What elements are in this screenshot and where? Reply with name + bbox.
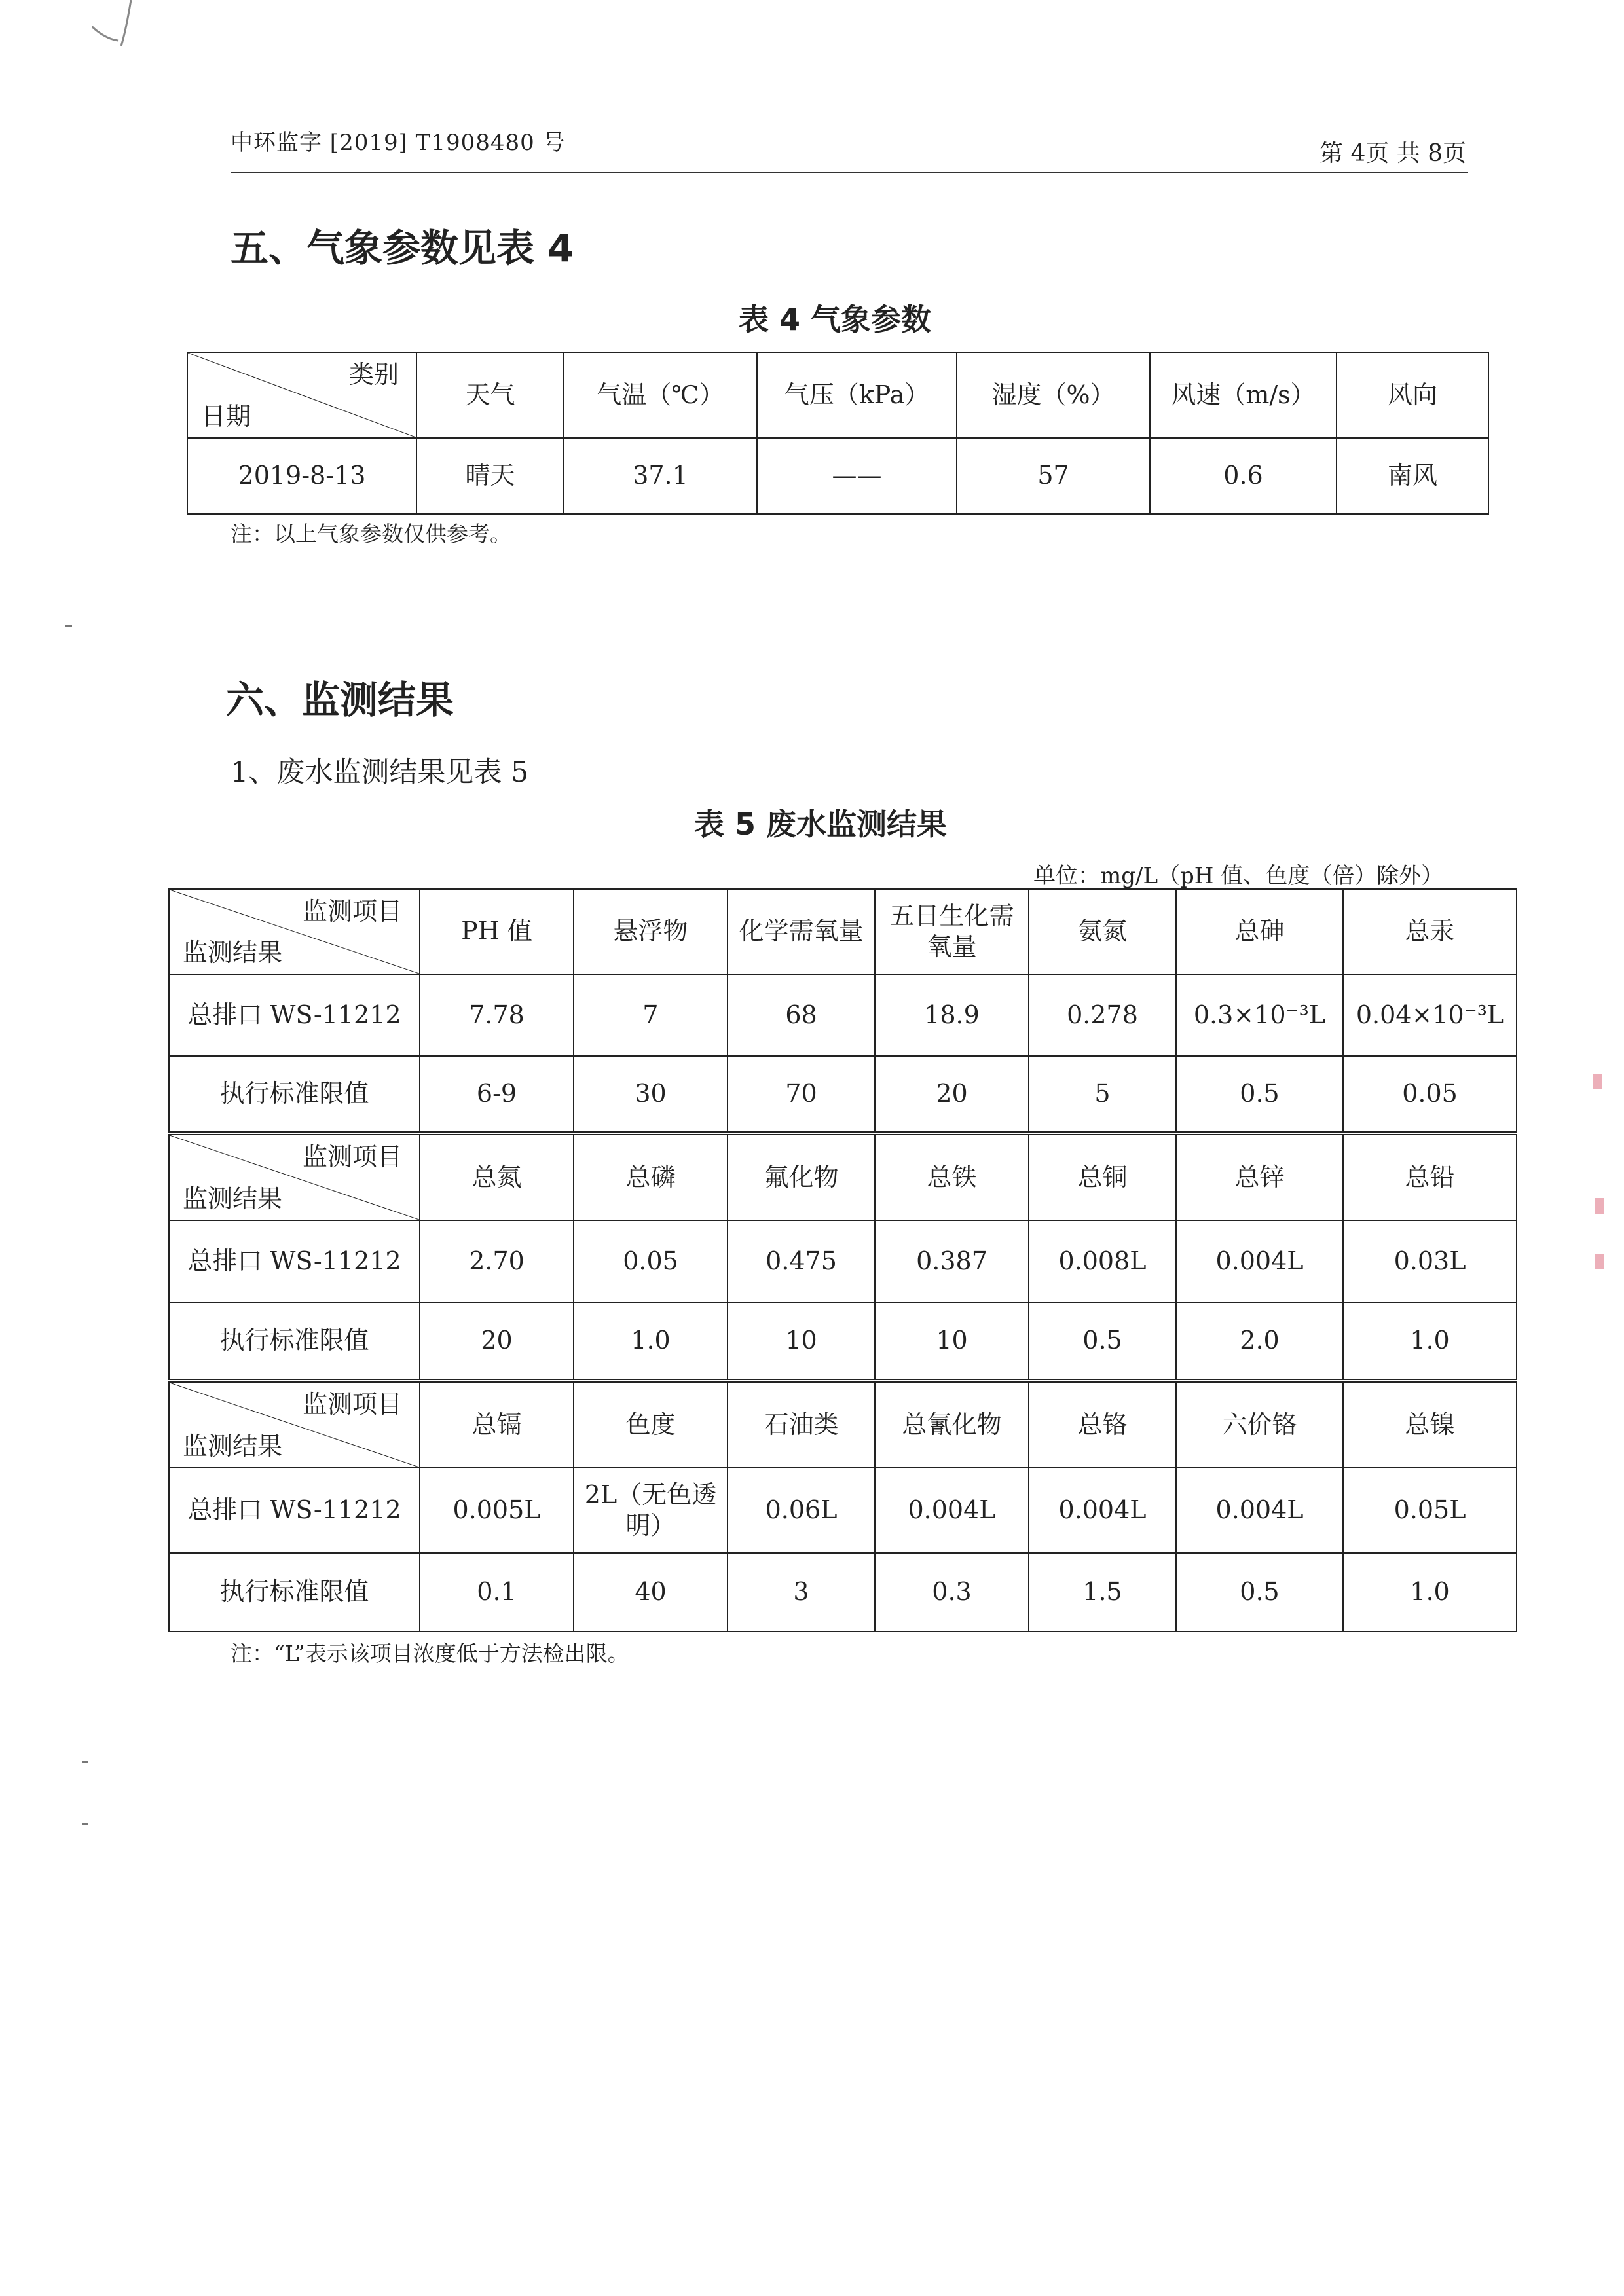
limit-row [169,1553,1517,1631]
table-cell: 1.0 [1343,1302,1517,1381]
diag-bottom-label: 日期 [201,401,251,431]
table-cell: 7.78 [420,974,574,1056]
item-name: 五日生化需氧量 [875,889,1029,974]
diag-bottom-label: 监测结果 [183,1184,283,1213]
table4-caption: 表 4 气象参数 [739,302,932,337]
item-name: 总铜 [1029,1133,1176,1220]
column-header: 湿度（%） [957,352,1150,438]
item-name: 总汞 [1343,889,1517,974]
table-cell: 3 [728,1553,875,1631]
table-cell: 0.04×10⁻³L [1343,974,1517,1056]
table-cell: 0.005L [420,1468,574,1553]
seal-edge-mark [1593,1074,1602,1089]
row-label: 总排口 WS-11212 [169,1220,420,1302]
header-rule [231,172,1468,173]
table-cell: 57 [957,438,1150,514]
scan-speck [65,625,72,627]
item-name: 总镍 [1343,1381,1517,1468]
item-name: 总镉 [420,1381,574,1468]
table-cell: 18.9 [875,974,1029,1056]
item-name: 总铅 [1343,1133,1517,1220]
diag-top-label: 监测项目 [302,1390,402,1419]
item-name: PH 值 [420,889,574,974]
item-name: 总磷 [574,1133,728,1220]
column-header: 风向 [1337,352,1488,438]
table-cell: 0.004L [1176,1220,1343,1302]
item-name: 总锌 [1176,1133,1343,1220]
table-cell: 0.3×10⁻³L [1176,974,1343,1056]
column-header: 风速（m/s） [1150,352,1337,438]
item-name: 总铁 [875,1133,1029,1220]
weather-table [187,352,1489,515]
item-name: 氨氮 [1029,889,1176,974]
scan-speck [82,1823,88,1825]
table-cell: 0.1 [420,1553,574,1631]
table5-caption: 表 5 废水监测结果 [694,807,948,842]
table-cell: 37.1 [564,438,757,514]
scan-mark [92,0,144,59]
table-cell: 68 [728,974,875,1056]
wastewater-table [168,888,1517,1632]
unit-note: 单位：mg/L（pH 值、色度（倍）除外） [1033,863,1444,889]
table-cell: 5 [1029,1056,1176,1133]
table-cell: 1.0 [574,1302,728,1381]
table-cell: 0.5 [1176,1553,1343,1631]
table-cell: 0.3 [875,1553,1029,1631]
table-cell: 30 [574,1056,728,1133]
row-label: 执行标准限值 [169,1056,420,1133]
item-name: 总氮 [420,1133,574,1220]
table-cell: 10 [728,1302,875,1381]
seal-edge-mark [1595,1254,1604,1269]
diag-bottom-label: 监测结果 [183,1431,283,1461]
row-label: 执行标准限值 [169,1302,420,1381]
weather-header-row [187,352,1488,438]
table-cell: 1.5 [1029,1553,1176,1631]
table-cell: 70 [728,1056,875,1133]
diagonal-header-cell [169,1381,420,1468]
diag-top-label: 监测项目 [302,1142,402,1171]
table-cell: 2.70 [420,1220,574,1302]
table-cell: 7 [574,974,728,1056]
table-cell: 0.05 [574,1220,728,1302]
row-label: 执行标准限值 [169,1553,420,1631]
section-title-weather: 五、气象参数见表 4 [231,226,574,270]
date-cell: 2019-8-13 [187,438,416,514]
diagonal-header-cell [187,352,416,438]
item-name: 氟化物 [728,1133,875,1220]
table-cell: 0.05L [1343,1468,1517,1553]
table-cell: 0.6 [1150,438,1337,514]
table5-note: 注：“L”表示该项目浓度低于方法检出限。 [231,1641,629,1666]
limit-row [169,1056,1517,1133]
scan-speck [82,1761,88,1763]
diag-bottom-label: 监测结果 [183,938,283,967]
table-cell: 0.387 [875,1220,1029,1302]
outlet-row [169,974,1517,1056]
table-cell: 2.0 [1176,1302,1343,1381]
item-header-row [169,1381,1517,1468]
item-name: 色度 [574,1381,728,1468]
table-cell: 0.06L [728,1468,875,1553]
item-name: 总氰化物 [875,1381,1029,1468]
table-cell: 南风 [1337,438,1488,514]
table-cell: 0.5 [1176,1056,1343,1133]
item-name: 总砷 [1176,889,1343,974]
table-cell: 0.278 [1029,974,1176,1056]
table-cell: 0.008L [1029,1220,1176,1302]
diag-top-label: 监测项目 [302,897,402,926]
weather-data-row [187,438,1488,514]
table-cell: —— [757,438,957,514]
column-header: 气温（℃） [564,352,757,438]
section-title-results: 六、监测结果 [226,678,454,722]
outlet-row [169,1220,1517,1302]
table-cell: 40 [574,1553,728,1631]
column-header: 气压（kPa） [757,352,957,438]
limit-row [169,1302,1517,1381]
item-name: 六价铬 [1176,1381,1343,1468]
table-cell: 0.475 [728,1220,875,1302]
item-header-row [169,889,1517,974]
item-name: 悬浮物 [574,889,728,974]
column-header: 天气 [416,352,564,438]
table-cell: 20 [875,1056,1029,1133]
page-indicator: 第 4页 共 8页 [1320,140,1467,167]
item-name: 化学需氧量 [728,889,875,974]
table-cell: 晴天 [416,438,564,514]
item-header-row [169,1133,1517,1220]
diagonal-header-cell [169,889,420,974]
diagonal-header-cell [169,1133,420,1220]
table-cell: 20 [420,1302,574,1381]
item-name: 总铬 [1029,1381,1176,1468]
diag-top-label: 类别 [348,360,399,389]
seal-edge-mark [1595,1198,1604,1214]
row-label: 总排口 WS-11212 [169,974,420,1056]
table4-note: 注：以上气象参数仅供参考。 [231,521,511,547]
results-paragraph: 1、废水监测结果见表 5 [231,756,529,789]
table-cell: 1.0 [1343,1553,1517,1631]
table-cell: 0.004L [875,1468,1029,1553]
table-cell: 0.004L [1029,1468,1176,1553]
table-cell: 0.03L [1343,1220,1517,1302]
outlet-row [169,1468,1517,1553]
table-cell: 0.004L [1176,1468,1343,1553]
table-cell: 10 [875,1302,1029,1381]
document-number: 中环监字 [2019] T1908480 号 [231,130,566,156]
item-name: 石油类 [728,1381,875,1468]
table-cell: 0.05 [1343,1056,1517,1133]
table-cell: 0.5 [1029,1302,1176,1381]
row-label: 总排口 WS-11212 [169,1468,420,1553]
table-cell: 6-9 [420,1056,574,1133]
table-cell: 2L（无色透明） [574,1468,728,1553]
